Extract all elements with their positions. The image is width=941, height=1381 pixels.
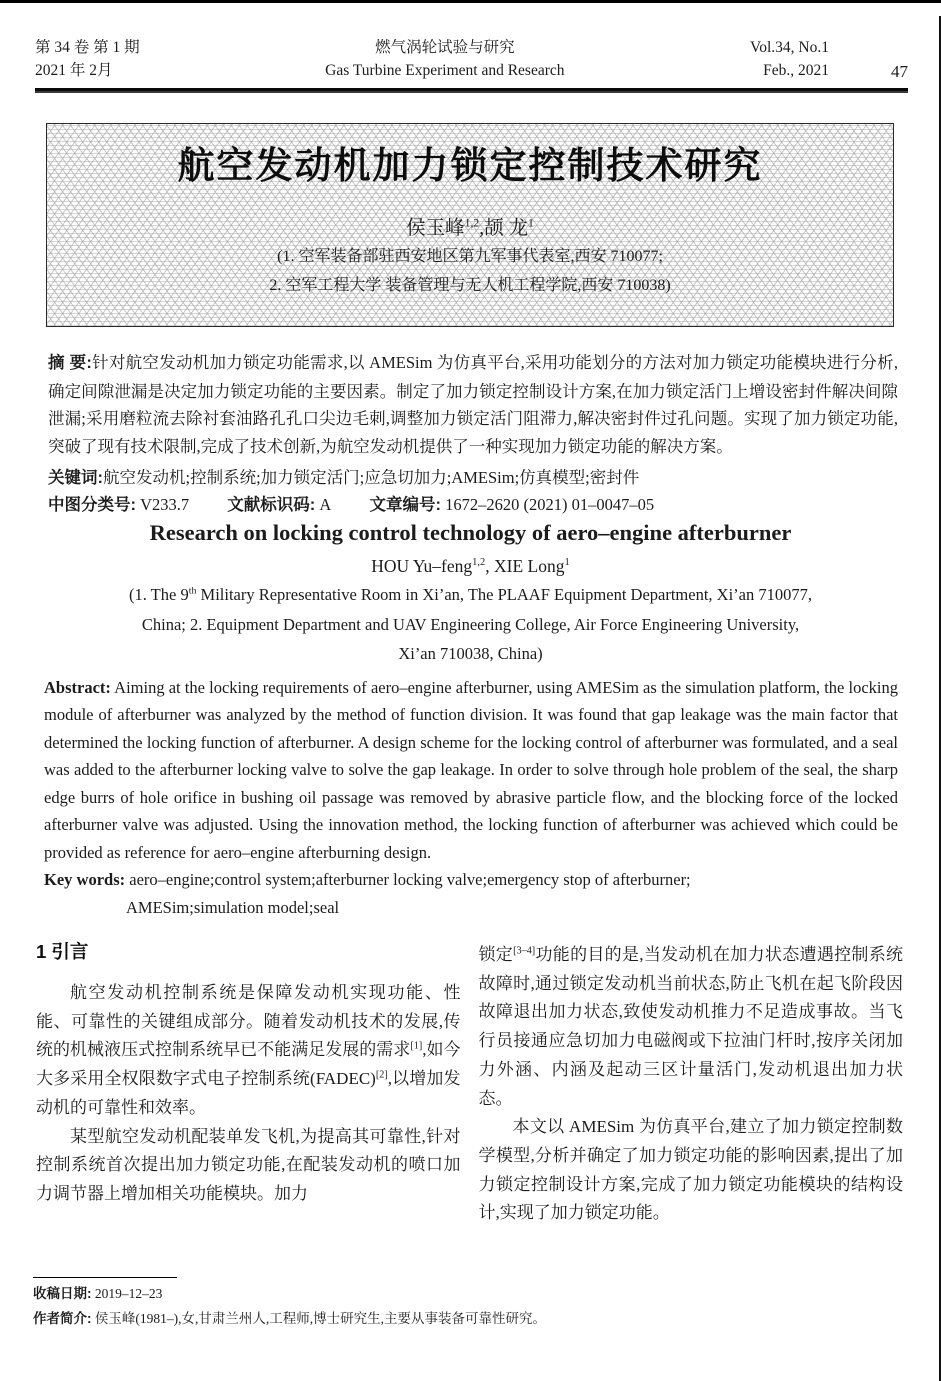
title-block [46, 123, 894, 327]
volume-issue-cn: 第 34 卷 第 1 期 [35, 39, 140, 56]
volume-issue-en: Vol.34, No.1 [750, 39, 829, 56]
article-title-cn: 航空发动机加力锁定控制技术研究 [177, 145, 763, 186]
scan-edge-top [0, 0, 941, 3]
date-cn: 2021 年 2月 [35, 62, 113, 79]
article-no-label: 文章编号: [369, 496, 441, 514]
paragraph: 航空发动机控制系统是保障发动机实现功能、性能、可靠性的关键组成部分。随着发动机技术的发展,传统的机械液压式控制系统早已不能满足发展的需求[1],如今大多采用全权限数字式电子控制系统(FADEC)[2],以增加发动机的可靠性和效率。 [36, 983, 461, 1117]
clc-label: 中图分类号: [48, 496, 136, 514]
section-heading-1: 1 引言 [36, 941, 89, 962]
paragraph: 锁定[3–4]功能的目的是,当发动机在加力状态遭遇控制系统故障时,通过锁定发动机当前状态,防止飞机在起飞阶段因故障退出加力状态,致使发动机推力不足造成事故。当飞行员接通应急切加力电磁阀或下拉油门杆时,按序关闭加力外涵、内涵及起动三区计量活门,发动机退出加力状态。 [478, 945, 904, 1108]
author-bio-line [33, 1308, 908, 1330]
keywords-en-line1 [44, 866, 898, 894]
received-date-label: 收稿日期: [33, 1286, 92, 1301]
header-right [750, 36, 829, 82]
affiliation-en-2: China; 2. Equipment Department and UAV Engineering College, Air Force Engineering University, [141, 614, 800, 634]
keywords-text-cn: 航空发动机;控制系统;加力锁定活门;应急切加力;AMESim;仿真模型;密封件 [103, 468, 640, 487]
doc-code-value: A [319, 495, 332, 514]
authors-en: HOU Yu–feng$^{1,2}$, XIE Long$^1$ [371, 556, 570, 576]
footnote-rule [33, 1277, 177, 1278]
abstract-en [44, 674, 898, 867]
authors-cn: 侯玉峰$^{1,2}$,颉 龙$^1$ [406, 216, 534, 239]
affiliation-cn-2: 2. 空军工程大学 装备管理与无人机工程学院,西安 710038) [269, 277, 671, 294]
clc-pair [48, 495, 189, 514]
abstract-cn [48, 349, 898, 460]
page-number: 47 [891, 62, 908, 81]
author-bio-value: 侯玉峰(1981–),女,甘肃兰州人,工程师,博士研究生,主要从事装备可靠性研究。 [94, 1311, 546, 1326]
affiliation-en-1: (1. The 9th Military Representative Room in Xi’an, The PLAAF Equipment Department, Xi’an 710077, [128, 585, 812, 604]
paragraph: 本文以 AMESim 为仿真平台,建立了加力锁定控制数学模型,分析并确定了加力锁定功能的影响因素,提出了加力锁定控制设计方案,完成了加力锁定功能模块的结构设计,实现了加力锁定功能。 [478, 1117, 903, 1223]
article-body [36, 941, 903, 1228]
doc-code-pair [227, 495, 331, 514]
journal-title-en: Gas Turbine Experiment and Research [325, 62, 565, 79]
footnote-block [33, 1277, 908, 1330]
keywords-label-cn: 关键词: [48, 469, 103, 487]
abstract-text-cn: 针对航空发动机加力锁定功能需求,以 AMESim 为仿真平台,采用功能划分的方法对加力锁定功能模块进行分析,确定间隙泄漏是决定加力锁定功能的主要因素。制定了加力锁定控制设计方案,在加力锁定活门上增设密封件解决间隙泄漏;采用磨粒流去除衬套油路孔孔口尖边毛刺,调整加力锁定活门阻滞力,解决密封件过孔问题。实现了加力锁定功能,突破了现有技术限制,完成了技术创新,为航空发动机提供了一种实现加力锁定功能的解决方案。 [48, 353, 898, 456]
keywords-en-text1: aero–engine;control system;afterburner locking valve;emergency stop of afterburner; [125, 870, 691, 889]
affiliations-en [0, 580, 941, 669]
keywords-cn [48, 467, 898, 489]
classification-line [48, 495, 898, 515]
affiliation-en-3: Xi’an 710038, China) [398, 644, 543, 663]
date-en: Feb., 2021 [763, 62, 829, 79]
article-title-en: Research on locking control technology of aero–engine afterburner [149, 520, 792, 545]
keywords-en [44, 866, 898, 921]
doc-code-label: 文献标识码: [227, 496, 316, 514]
header-center [325, 36, 564, 82]
keywords-label-en: Key words: [44, 870, 126, 889]
abstract-label-cn: 摘 要: [48, 354, 92, 372]
body-column-right [479, 941, 904, 1228]
author-bio-label: 作者简介: [33, 1311, 92, 1326]
body-column-left [36, 941, 461, 1228]
keywords-en-line2: AMESim;simulation model;seal [126, 897, 340, 917]
received-date-value: 2019–12–23 [94, 1286, 163, 1301]
journal-title-cn: 燃气涡轮试验与研究 [375, 39, 515, 56]
article-no-pair [369, 495, 654, 514]
abstract-text-en: Aiming at the locking requirements of aero–engine afterburner, using AMESim as the simulation platform, the locking module of afterburner was analyzed by the method of function division. It was found that gap leakage was the main factor that determined the locking function of afterburner. A design scheme for the locking control of afterburner was formulated, and a seal was added to the afterburner locking valve to solve the gap leakage. In order to solve through hole problem of the seal, the sharp edge burrs of hole orifice in bushing oil passage was removed by abrasive particle flow, and the blocking force of the locked afterburner valve was adjusted. Using the innovation method, the locking function of afterburner was achieved which could be provided as reference for aero–engine afterburning design. [44, 677, 898, 862]
header-double-rule [35, 88, 908, 93]
abstract-label-en: Abstract: [44, 677, 111, 697]
article-no-value: 1672–2620 (2021) 01–0047–05 [445, 495, 655, 514]
journal-header [0, 0, 941, 82]
header-left [35, 36, 140, 82]
affiliation-cn-1: (1. 空军装备部驻西安地区第九军事代表室,西安 710077; [277, 248, 663, 265]
received-date-line [33, 1283, 908, 1305]
clc-value: V233.7 [140, 495, 190, 514]
paragraph: 某型航空发动机配装单发飞机,为提高其可靠性,针对控制系统首次提出加力锁定功能,在配装发动机的喷口加力调节器上增加相关功能模块。加力 [36, 1126, 461, 1203]
